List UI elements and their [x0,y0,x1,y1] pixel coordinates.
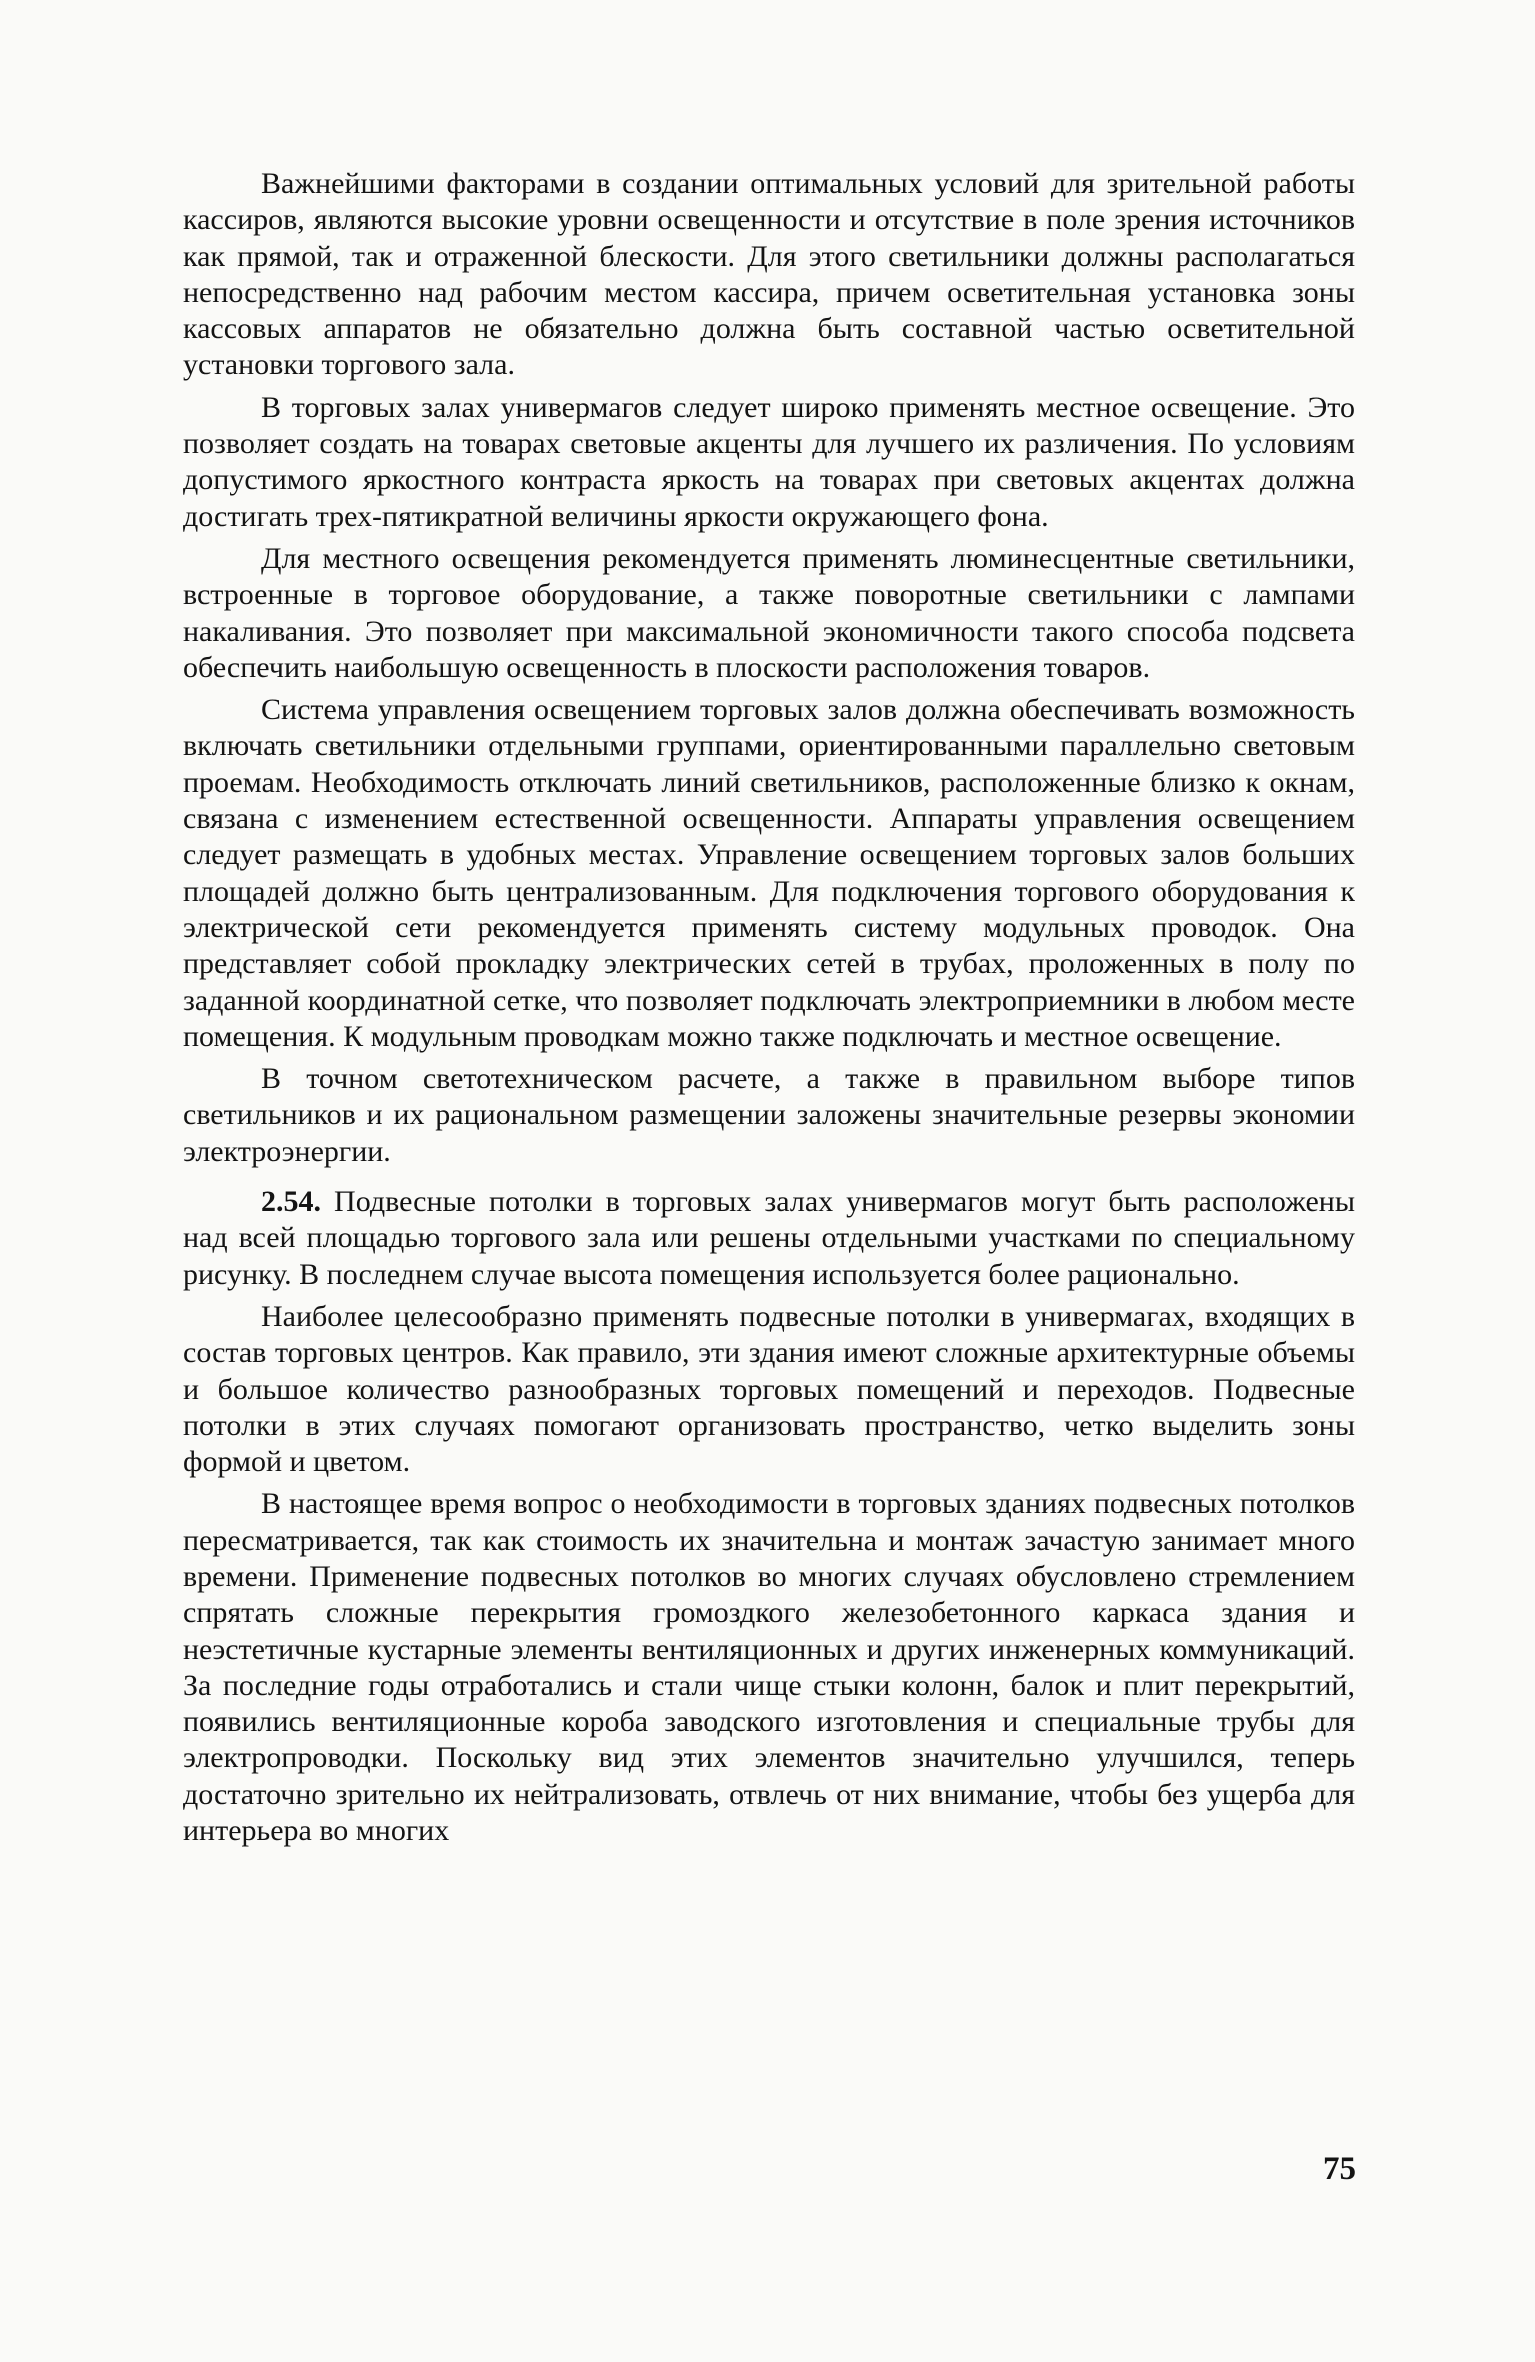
paragraph-luminescent-fixtures: Для местного освещения рекомендуется применять люминесцентные светильники, встроенные в торговое оборудование, а также поворотные светильники с лампами накаливания. Это позволяет при максимальной экономичности такого способа подсвета обеспечить наибольшую освещенность в плоскости расположения товаров. [183,541,1355,684]
page-body [183,166,1355,1849]
section-2-54-paragraph [183,1184,1355,1293]
paragraph-suspended-ceilings-cost: В настоящее время вопрос о необходимости в торговых зданиях подвесных потолков пересматривается, так как стоимость их значительна и монтаж зачастую занимает много времени. Применение подвесных потолков во многих случаях обусловлено стремлением спрятать сложные перекрытия громоздкого железобетонного каркаса здания и неэстетичные кустарные элементы вентиляционных и других инженерных коммуникаций. За последние годы отработались и стали чище стыки колонн, балок и плит перекрытий, появились вентиляционные короба заводского изготовления и специальные трубы для электропроводки. Поскольку вид этих элементов значительно улучшился, теперь достаточно зрительно их нейтрализовать, отвлечь от них внимание, чтобы без ущерба для интерьера во многих [183,1487,1355,1848]
paragraph-cashier-lighting: Важнейшими факторами в создании оптимальных условий для зрительной работы кассиров, являются высокие уровни освещенности и отсутствие в поле зрения источников как прямой, так и отраженной блескости. Для этого светильники должны располагаться непосредственно над рабочим местом кассира, причем осветительная установка зоны кассовых аппаратов не обязательно должна быть составной частью осветительной установки торгового зала. [183,167,1355,382]
paragraph-suspended-ceilings-centers: Наиболее целесообразно применять подвесные потолки в универмагах, входящих в состав торговых центров. Как правило, эти здания имеют сложные архитектурные объемы и большое количество разнообразных торговых помещений и переходов. Подвесные потолки в этих случаях помогают организовать пространство, четко выделить зоны формой и цветом. [183,1299,1355,1479]
page-number: 75 [1323,2151,1356,2187]
section-text: Подвесные потолки в торговых залах универмагов могут быть расположены над всей площадью торгового зала или решены отдельными участками по специальному рисунку. В последнем случае высота помещения используется более рационально. [183,1185,1355,1291]
paragraph-local-lighting: В торговых залах универмагов следует широко применять местное освещение. Это позволяет создать на товарах световые акценты для лучшего их различения. По условиям допустимого яркостного контраста яркость на товарах при световых акцентах должна достигать трех-пятикратной величины яркости окружающего фона. [183,390,1355,533]
paragraph-lighting-control: Система управления освещением торговых залов должна обеспечивать возможность включать светильники отдельными группами, ориентированными параллельно световым проемам. Необходимость отключать линий светильников, расположенные близко к окнам, связана с изменением естественной освещенности. Аппараты управления освещением следует размещать в удобных местах. Управление освещением торговых залов больших площадей должно быть централизованным. Для подключения торгового оборудования к электрической сети рекомендуется применять систему модульных проводок. Она представляет собой прокладку электрических сетей в трубах, проложенных в полу по заданной координатной сетке, что позволяет подключать электроприемники в любом месте помещения. К модульным проводкам можно также подключать и местное освещение. [183,693,1355,1053]
paragraph-lighting-calculation: В точном светотехническом расчете, а также в правильном выборе типов светильников и их рациональном размещении заложены значительные резервы экономии электроэнергии. [183,1062,1355,1168]
section-number: 2.54. [261,1185,321,1219]
